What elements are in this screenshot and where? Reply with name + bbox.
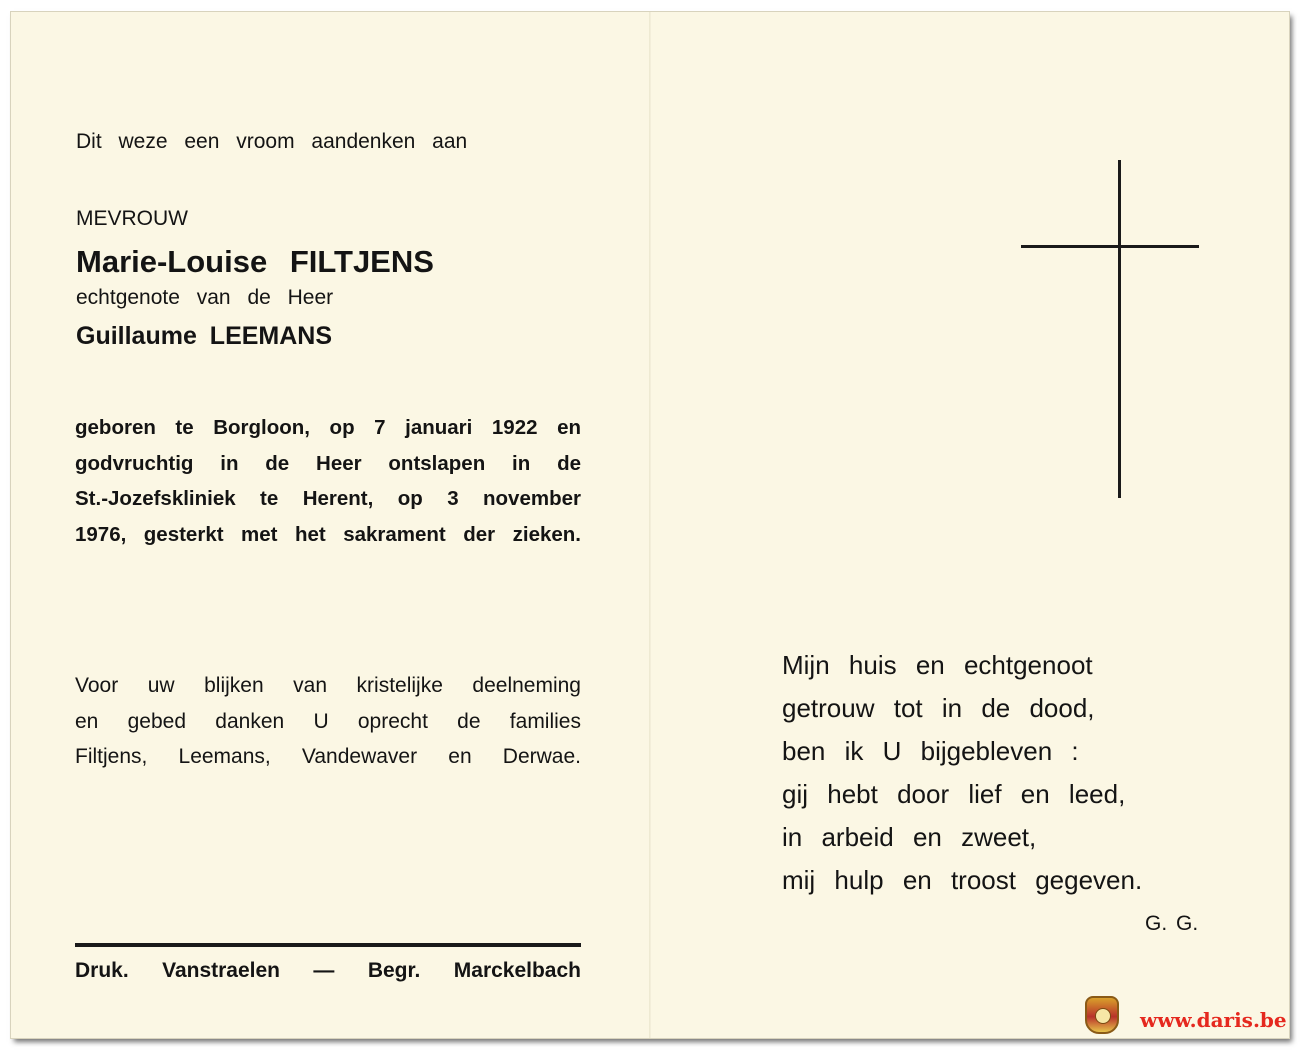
title-label: MEVROUW <box>76 207 188 230</box>
poem-line: in arbeid en zweet, <box>782 822 1037 852</box>
cross-vertical-bar <box>1118 160 1121 498</box>
biography <box>75 410 581 552</box>
memorial-card <box>11 12 1289 1038</box>
printer-line: Druk. Vanstraelen — Begr. Marckelbach <box>75 959 581 982</box>
poem-line: Mijn huis en echtgenoot <box>782 650 1093 680</box>
thanks-line: en gebed danken U oprecht de families <box>75 709 581 733</box>
thanks-line: Voor uw blijken van kristelijke deelneming <box>75 674 581 697</box>
shield-icon <box>1085 996 1119 1034</box>
spouse-intro: echtgenote van de Heer <box>76 286 334 309</box>
poem-line: getrouw tot in de dood, <box>782 693 1095 723</box>
right-page <box>651 12 1289 1038</box>
deceased-name: Marie-Louise FILTJENS <box>76 244 434 279</box>
bio-line: St.-Jozefskliniek te Herent, op 3 november <box>75 487 581 510</box>
printer-credit <box>75 953 581 989</box>
poem-line: mij hulp en troost gegeven. <box>782 865 1143 895</box>
left-page <box>11 12 649 1038</box>
intro-text: Dit weze een vroom aandenken aan <box>76 130 468 153</box>
poem-line: gij hebt door lief en leed, <box>782 779 1126 809</box>
thanks-paragraph <box>75 668 581 775</box>
bio-line: godvruchtig in de Heer ontslapen in de <box>75 451 581 475</box>
watermark-link[interactable]: www.daris.be <box>1140 1008 1287 1032</box>
poem-signature: G. G. <box>1145 912 1199 935</box>
bio-line: geboren te Borgloon, op 7 januari 1922 en <box>75 416 581 439</box>
poem-line: ben ik U bijgebleven : <box>782 736 1079 766</box>
cross-horizontal-bar <box>1021 245 1199 248</box>
poem <box>782 644 1142 902</box>
spouse-name: Guillaume LEEMANS <box>76 322 333 350</box>
bio-line: 1976, gesterkt met het sakrament der zieken. <box>75 522 581 546</box>
thanks-line: Filtjens, Leemans, Vandewaver en Derwae. <box>75 745 581 768</box>
divider-rule <box>75 943 581 947</box>
